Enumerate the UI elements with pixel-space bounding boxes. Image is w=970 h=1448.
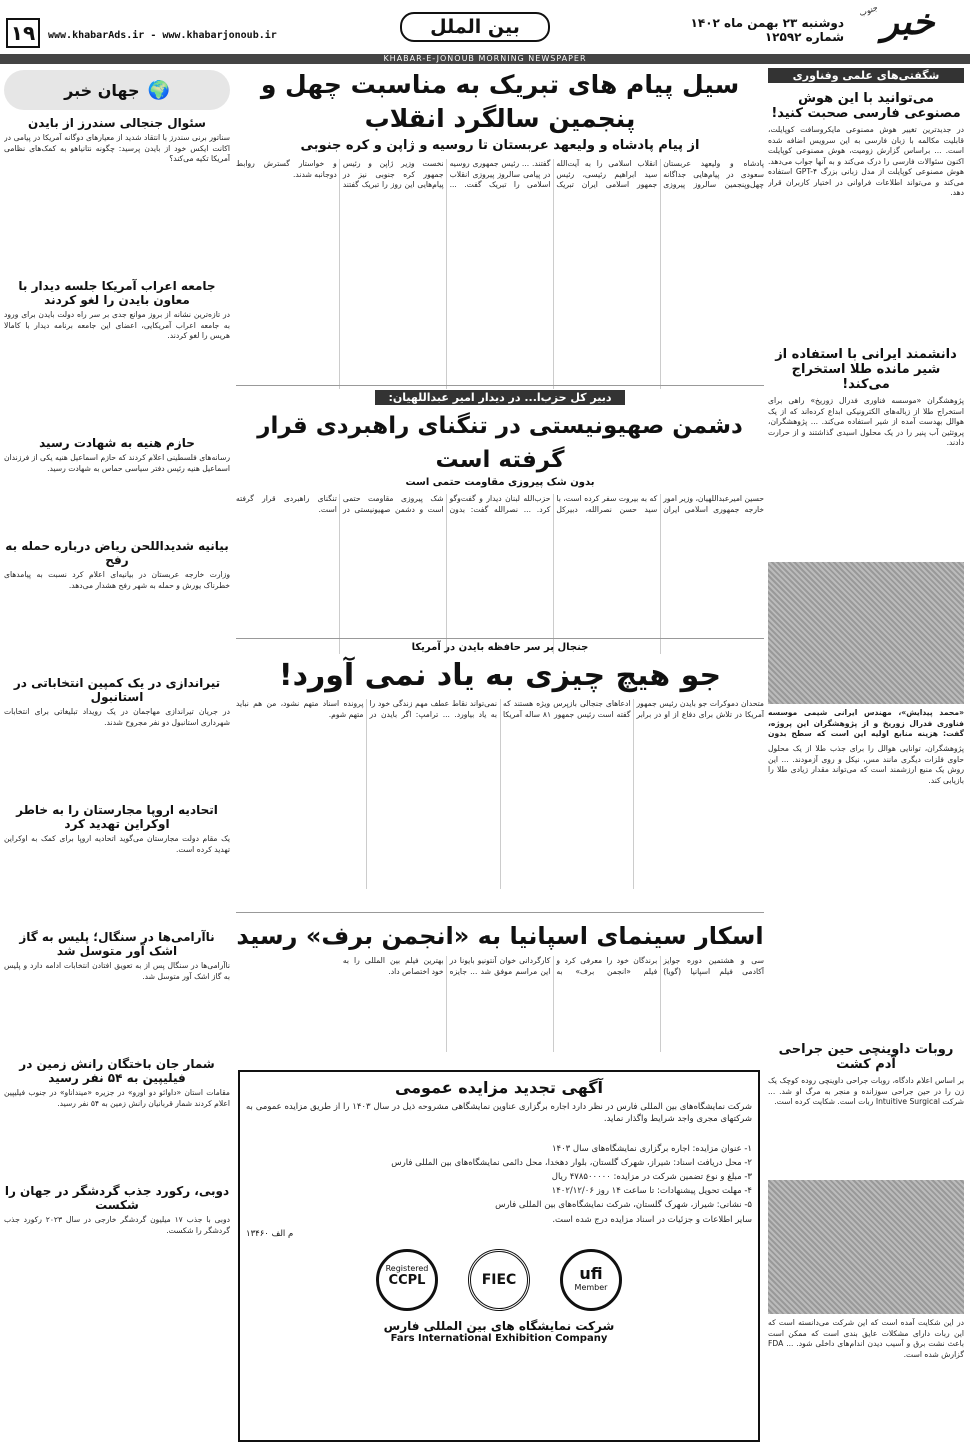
- headline: می‌توانید با این هوش مصنوعی فارسی صحبت کنید!: [771, 91, 961, 121]
- headline: حازم هنیه به شهادت رسید: [39, 436, 195, 450]
- lead-body: پادشاه و ولیعهد عربستان سعودی در پیام‌هایی جداگانه چهل‌وپنجمین سالروز پیروزی انقلاب اسلامی را به آیت‌الله سید ابراهیم رئیسی، رئیس جمهور اسلامی ایران تبریک گفتند. ... رئیس جمهوری روسیه در پیامی سالروز پیروزی انقلاب اسلامی را تبریک گفت. ... نخست وزیر ژاپن و رئیس جمهور کره جنوبی نیز در پیام‌هایی این روز را تبریک گفتند و خواستار گسترش روابط دوجانبه شدند.: [236, 159, 764, 189]
- logo-subtitle: جنوب: [858, 3, 879, 18]
- photo-caption: «محمد پیدایش»، مهندس ایرانی شیمی موسسه فناوری فدرال زوریخ و از پژوهشگران این پروژه، گفت: هزینه منابع اولیه این است که سطح بدون: [768, 708, 964, 738]
- article-text: پژوهشگران «موسسه فناوری فدرال زوریخ» راهی برای استخراج طلا از زباله‌های الکترونیکی ابداع کرده‌اند که از یک هوالل بهدست آمده از شیر استفاده می‌کند. ... پژوهشگران، پروتئین آب پنیر را در یک محلول اسیدی گذاشتند و از حرارت دادند.: [768, 396, 964, 447]
- article-text: پژوهشگران، توانایی هوالل را برای جذب طلا از یک محلول حاوی فلزات دیگری مانند مس، نیکل و روی آزمودند. ... این روش یک منبع ارزشمند است که می‌تواند مقدار زیادی طلا را بازیابی کند.: [768, 744, 964, 785]
- article-text: در جدیدترین تغییر هوش مصنوعی مایکروسافت کوپایلت، قابلیت مکالمه با زبان فارسی به این سرویس اضافه شده است. ... براساس گزارش زومیت، هوش مصنوعی کوپایلت اکنون سئوالات فارسی را درک می‌کند و به آنها جواب می‌دهد. هوش مصنوعی کوپایلت از مدل زبانی بزرگ GPT-۴ استفاده می‌کند و می‌تواند اطلاعات فراوانی در اختیار کاربران قرار دهد.: [768, 125, 964, 197]
- second-body: حسین امیرعبداللهیان، وزیر امور خارجه جمهوری اسلامی ایران که به بیروت سفر کرده است، با سید حسن نصرالله، دبیرکل حزب‌الله لبنان دیدار و گفت‌وگو کرد. ... نصرالله گفت: بدون شک پیروزی مقاومت حتمی است و دشمن صهیونیستی در تنگنای راهبردی قرار گرفته است.: [236, 494, 764, 514]
- right-column: [768, 68, 964, 1442]
- article-text: در جریان تیراندازی مهاجمان در یک رویداد تبلیغاتی برای انتخابات شهرداری استانبول دو نفر مجروح شدند.: [4, 707, 230, 727]
- section-tab: شگفتی‌های علمی وفناوری: [768, 68, 964, 83]
- fiec-logo: FIEC: [468, 1249, 530, 1311]
- headline: تیراندازی در یک کمپین انتخاباتی در استانبول: [13, 676, 221, 704]
- surgery-robot-photo: [768, 1180, 964, 1314]
- article-text: در این شکایت آمده است که این شرکت می‌دانسته است که این ربات دارای مشکلات عایق بندی است که ممکن است باعث نشت برق و آسیب دیدن اندام‌های داخلی شود. ... FDA گزارش شده است.: [768, 1318, 964, 1359]
- article-text: یک مقام دولت مجارستان می‌گوید اتحادیه اروپا برای کمک به اوکراین تهدید کرده است.: [4, 834, 230, 854]
- ad-items: [246, 1143, 752, 1211]
- story-kicker: دبیر کل حزب‌ا... در دیدار امیر عبداللهیان:: [375, 390, 625, 405]
- third-body: متحدان دموکرات جو بایدن رئیس جمهور آمریکا در تلاش برای دفاع از او در برابر ادعاهای جنجالی بازپرس ویژه هستند که گفته است رئیس جمهور ۸۱ ساله آمریکا نمی‌تواند نقاط عطف مهم زندگی خود را به یاد بیاورد. ... ترامپ: اگر بایدن در پرونده اسناد متهم نشود، من هم نباید متهم شوم.: [236, 699, 764, 719]
- scientist-photo: [768, 562, 964, 704]
- headline: دوبی، رکورد جذب گردشگر در جهان را شکست: [4, 1184, 230, 1212]
- third-headline: جو هیچ چیزی به یاد نمی آورد!: [278, 658, 722, 693]
- divider: [236, 912, 764, 913]
- headline: بیانیه شدیداللحن ریاض درباره حمله به رفح: [5, 539, 229, 567]
- ad-title: آگهی تجدید مزایده عمومی: [394, 1078, 604, 1097]
- ad-item: ۵- نشانی: شیراز، شهرک گلستان، شرکت نمایشگاه‌های بین المللی فارس: [495, 1200, 752, 1210]
- date-line: دوشنبه ۲۳ بهمن ماه ۱۴۰۲ شماره ۱۲۵۹۲: [690, 16, 844, 44]
- ad-intro: شرکت نمایشگاه‌های بین المللی فارس در نظر دارد اجاره برگزاری عناوین نمایشگاهی مشروحه ذیل در سال ۱۴۰۳ را از طریق مزایده عمومی به شرکتهای مجری واجد شرایط واگذار نماید.: [246, 1102, 752, 1124]
- company-name-en: Fars International Exhibition Company: [390, 1333, 608, 1344]
- ad-code: م الف ۱۳۴۶۰: [246, 1229, 294, 1239]
- headline: شمار جان باختگان رانش زمین در فیلیپین به ۵۴ نفر رسید: [19, 1057, 215, 1085]
- divider: [236, 638, 764, 639]
- divider: [236, 385, 764, 386]
- section-title: بین الملل: [400, 12, 550, 42]
- auction-ad: [238, 1070, 760, 1442]
- newspaper-logo: خبر: [881, 1, 935, 43]
- ad-item: ۴- مهلت تحویل پیشنهادات: تا ساعت ۱۴ روز ۱۴۰۲/۱۲/۰۶: [551, 1186, 752, 1196]
- section-tab: جهان خبر: [64, 80, 140, 100]
- ccpl-logo: Registered CCPL: [376, 1249, 438, 1311]
- ad-item: ۱- عنوان مزایده: اجاره برگزاری نمایشگاه‌های سال ۱۴۰۳: [551, 1144, 752, 1154]
- fourth-body: سی و هشتمین دوره جوایز آکادمی فیلم اسپانیا (گویا) برندگان خود را معرفی کرد و فیلم «انجمن برف» به کارگردانی خوان آنتونیو بایونا در این مراسم موفق شد ... جایزه بهترین فیلم بین المللی را به خود اختصاص داد.: [342, 956, 764, 976]
- ribbon: KHABAR-E-JONOUB MORNING NEWSPAPER: [0, 54, 970, 64]
- article-text: مقامات استان «داوائو دو اورو» در جزیره «مینداناو» در جنوب فیلیپین اعلام کردند شمار قربانیان رانش زمین به ۵۴ نفر رسید.: [4, 1088, 230, 1108]
- second-headline: دشمن صهیونیستی در تنگنای راهبردی قرار گرفته است: [257, 413, 743, 473]
- globe-icon: 🌍: [147, 79, 170, 101]
- article-text: دوبی با جذب ۱۷ میلیون گردشگر خارجی در سال ۲۰۲۳ رکورد جذب گردشگر را شکست.: [4, 1215, 230, 1235]
- lead-story: [236, 68, 764, 388]
- headline: جامعه اعراب آمریکا جلسه دیدار با معاون بایدن را لغو کردند: [18, 279, 216, 307]
- article-text: بر اساس اعلام دادگاه، روبات جراحی داوینچی روده کوچک یک زن را در حین جراحی سوزانده و منجر به مرگ او شد. ... شرکت Intuitive Surgical ربات است. شکایت کرده است.: [768, 1076, 964, 1106]
- website-urls[interactable]: www.khabarAds.ir - www.khabarjonoub.ir: [48, 30, 277, 41]
- headline: دانشمند ایرانی با استفاده از شیر مانده طلا استخراج می‌کند!: [775, 347, 957, 392]
- ad-item: ۲- محل دریافت اسناد: شیراز، شهرک گلستان، بلوار دهخدا، محل دائمی نمایشگاه‌های بین المللی فارس: [391, 1158, 752, 1168]
- left-column: [4, 70, 230, 1444]
- lead-headline: سیل پیام های تبریک به مناسبت چهل و پنجمین سالگرد انقلاب: [260, 70, 740, 133]
- fourth-story: [236, 916, 764, 1066]
- second-story: [236, 390, 764, 636]
- story-kicker: جنجال بر سر حافظه بایدن در آمریکا: [411, 642, 589, 653]
- headline: ناآرامی‌ها در سنگال؛ پلیس به گاز اشک آور متوسل شد: [19, 930, 215, 958]
- article-text: وزارت خارجه عربستان در بیانیه‌ای اعلام کرد نسبت به پیامدهای خطرناک یورش و حمله به شهر رفح هشدار می‌دهد.: [4, 570, 230, 590]
- fourth-headline: اسکار سینمای اسپانیا به «انجمن برف» رسید: [236, 922, 764, 950]
- article-text: سناتور برنی سندرز با انتقاد شدید از معیارهای دوگانه آمریکا در پیامی در اکانت ایکس خود از بایدن پرسید: چگونه نتانیاهو به کمک‌های نظامی آمریکا تکیه می‌کند؟: [4, 133, 230, 163]
- headline: اتحادیه اروپا مجارستان را به خاطر اوکراین تهدید کرد: [16, 803, 218, 831]
- page-number: ۱۹: [6, 18, 40, 48]
- headline: سئوال جنجالی سندرز از بایدن: [28, 116, 206, 130]
- headline: روبات داوینچی حین جراحی آدم کشت: [778, 1042, 954, 1072]
- article-text: ناآرامی‌ها در سنگال پس از به تعویق افتادن انتخابات ادامه دارد و پلیس به گاز اشک آور متوسل شد.: [4, 961, 230, 981]
- ad-footer: سایر اطلاعات و جزئیات در اسناد مزایده درج شده است.: [552, 1215, 752, 1225]
- article-text: رسانه‌های فلسطینی اعلام کردند که حازم اسماعیل هنیه یکی از فرزندان اسماعیل هنیه رئیس دفتر سیاسی حماس به شهادت رسید.: [4, 453, 230, 473]
- ufi-logo: ufi Member: [560, 1249, 622, 1311]
- company-name-fa: شرکت نمایشگاه های بین المللی فارس: [383, 1319, 615, 1333]
- article-text: در تازه‌ترین نشانه از بروز موانع جدی بر سر راه دولت بایدن برای ورود به جامعه اعراب آمریکایی، اعضای این جامعه برنامه دیدار با کامالا هریس را لغو کردند.: [4, 310, 230, 340]
- second-subtitle: بدون شک پیروزی مقاومت حتمی است: [405, 477, 595, 488]
- world-news-banner: [4, 70, 230, 110]
- third-story: [236, 642, 764, 912]
- ad-item: ۳- مبلغ و نوع تضمین شرکت در مزایده: ۴۷۸۵۰۰۰۰۰ ریال: [551, 1172, 752, 1182]
- masthead: [0, 0, 970, 52]
- ad-logos: [246, 1249, 752, 1311]
- lead-subtitle: از پیام پادشاه و ولیعهد عربستان تا روسیه و ژاپن و کره جنوبی: [300, 138, 700, 153]
